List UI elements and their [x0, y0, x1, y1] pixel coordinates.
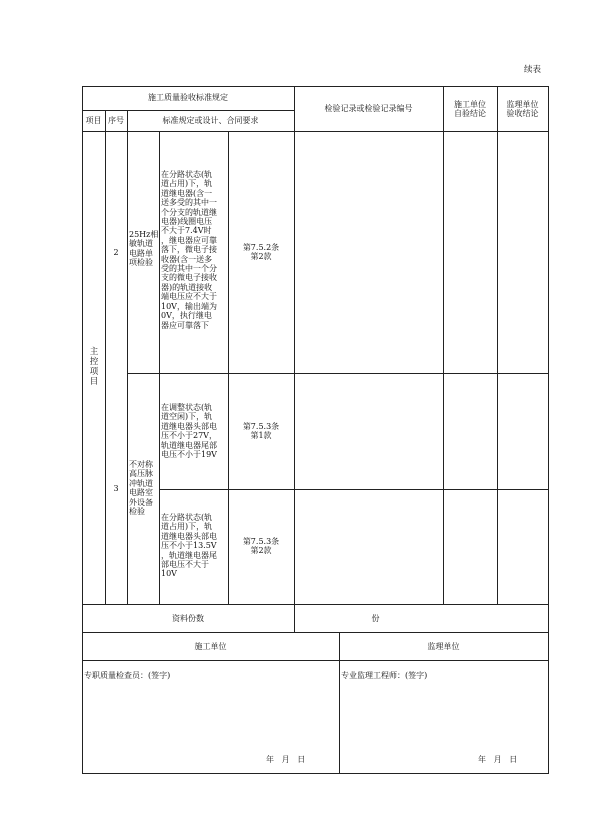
docs-count-label: 资料份数 [172, 614, 204, 623]
date-right: 年 月 日 [478, 755, 518, 764]
engineer-signature: 专业监理工程师：(签字) [341, 671, 428, 680]
row-3a-requirement: 在调整状态(轨 道空闲)下，轨 道继电器头部电 压不小于27V， 轨道继电器尾部 电压不小于19V [161, 403, 217, 460]
construction-unit-label: 施工单位 [194, 642, 227, 651]
copies-unit: 份 [371, 614, 380, 623]
col-item-header: 项目 [85, 116, 102, 125]
col-requirement-header: 标准规定或设计、合同要求 [162, 116, 259, 125]
standard-title: 施工质量验收标准规定 [148, 93, 228, 102]
row-3-item-name: 不对称 高压脉 冲轨道 电路室 外设备 检验 [129, 460, 153, 517]
row-3a-clause: 第7.5.3条 第1款 [242, 422, 280, 441]
row-3-seq: 3 [113, 484, 119, 493]
supervision-conclusion-header: 监理单位 验收结论 [506, 100, 539, 119]
construction-conclusion-header: 施工单位 自验结论 [454, 100, 486, 119]
inspector-signature: 专职质量检查员：(签字) [84, 671, 171, 680]
section-label: 主 控 项 目 [89, 347, 99, 387]
row-3b-clause: 第7.5.3条 第2款 [242, 537, 280, 556]
record-title: 检验记录或检验记录编号 [324, 104, 413, 113]
row-3b-requirement: 在分路状态(轨 道占用)下，轨 道继电器头部电 压不小于13.5V ，轨道继电器尾 部电压不大于 10V [161, 513, 217, 579]
supervision-unit-label: 监理单位 [427, 642, 460, 651]
row-2-clause: 第7.5.2条 第2款 [242, 243, 280, 262]
date-left: 年 月 日 [266, 755, 306, 764]
continued-label: 续表 [524, 65, 542, 75]
col-seq-header: 序号 [108, 116, 124, 125]
row-2-item-name: 25Hz相 敏轨道 电路单 项检验 [129, 230, 159, 268]
row-2-seq: 2 [113, 248, 119, 257]
row-2-requirement: 在分路状态(轨 道占用)下，轨 道继电器(含一 送多受的其中一 个分支的轨道继 电器)线圈电压 不大于7.4V时 ，继电器应可靠 落下，微电子接 收器(含一送多 受的其中一个分 支的微电子接收 器)的轨道接收 端电压应不大于 10V，输出端为 0V，执行继电 器应可靠落下 [161, 170, 217, 330]
